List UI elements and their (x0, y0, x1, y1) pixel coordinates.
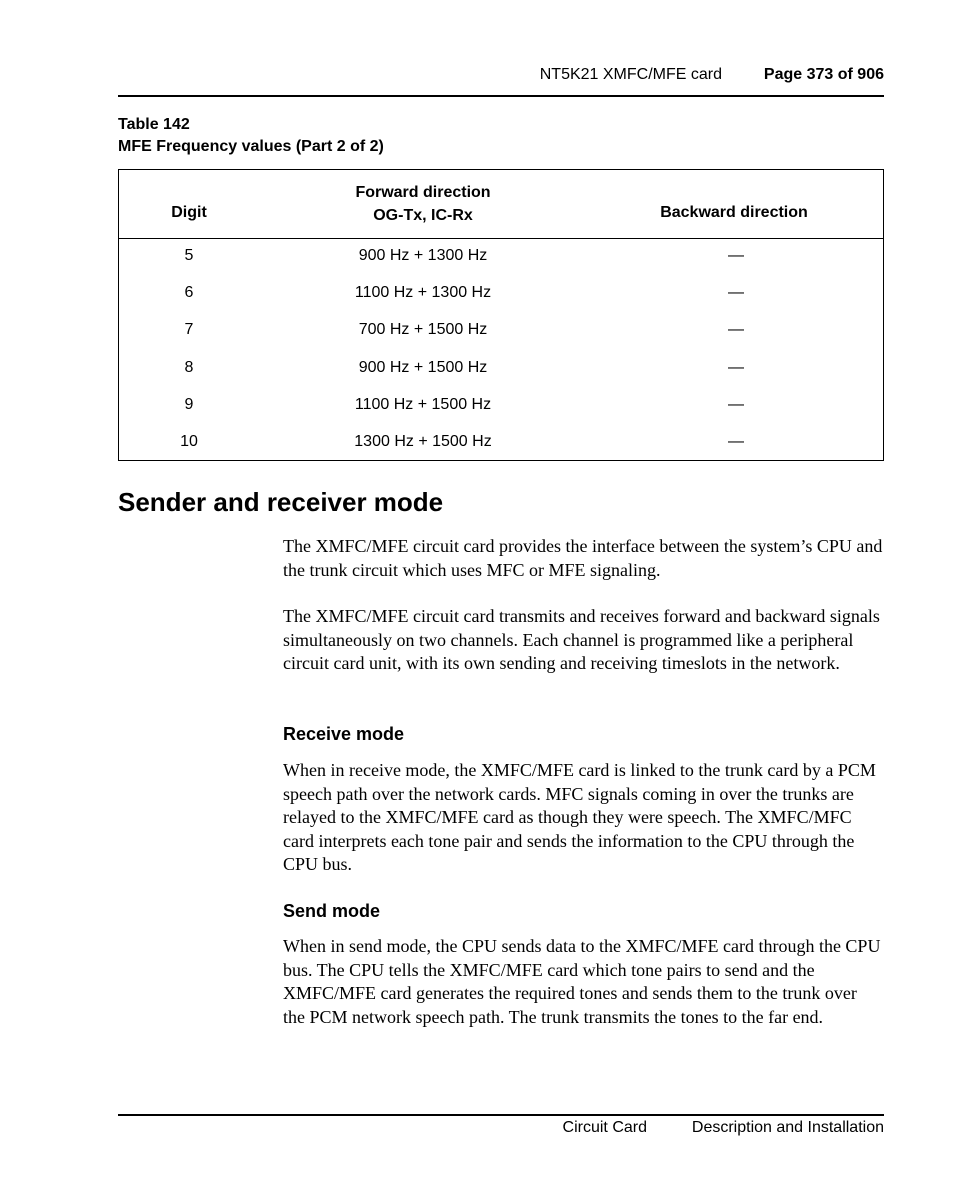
column-header-backward: Backward direction (660, 204, 808, 221)
frequency-table (118, 169, 884, 461)
table-header (119, 170, 883, 239)
table-row (119, 425, 883, 462)
footer-rule (118, 1114, 884, 1116)
cell-backward: — (728, 395, 744, 413)
table-title: MFE Frequency values (Part 2 of 2) (118, 138, 384, 155)
column-header-forward-line2: OG-Tx, IC-Rx (373, 207, 473, 224)
cell-forward: 900 Hz + 1500 Hz (358, 358, 488, 376)
table-caption (118, 114, 384, 158)
subheading-receive-mode: Receive mode (283, 724, 405, 744)
header-rule (118, 95, 884, 97)
column-header-digit: Digit (171, 204, 207, 221)
footer-right: Description and Installation (691, 1119, 884, 1136)
cell-forward: 700 Hz + 1500 Hz (358, 321, 488, 339)
cell-digit: 5 (184, 247, 194, 264)
subheading-send-mode: Send mode (283, 901, 381, 921)
cell-digit: 6 (184, 284, 194, 302)
column-header-forward-line1: Forward direction (355, 184, 491, 201)
page-number: Page 373 of 906 (763, 66, 884, 83)
footer-left: Circuit Card (562, 1119, 647, 1136)
cell-digit: 10 (180, 432, 198, 450)
table-number: Table 142 (118, 116, 190, 133)
cell-digit: 8 (184, 358, 194, 376)
page-header (118, 66, 884, 86)
cell-backward: — (728, 247, 744, 264)
paragraph: The XMFC/MFE circuit card transmits and receives forward and backward signals simultaneously on two channels. Each channel is programmed like a peripheral circuit card unit, with its own sending and receiving timeslots in the network. (283, 606, 880, 674)
table-row (119, 276, 883, 313)
document-title: NT5K21 XMFC/MFE card (539, 66, 722, 83)
table-row (119, 239, 883, 276)
table-row (119, 351, 883, 388)
cell-backward: — (728, 432, 744, 450)
paragraph: When in send mode, the CPU sends data to the XMFC/MFE card through the CPU bus. The CPU tells the XMFC/MFE card which tone pairs to send and the XMFC/MFE card generates the required tones and sends them to the trunk over the PCM network speech path. The trunk transmits the tones to the far end. (283, 936, 881, 1027)
cell-backward: — (728, 321, 744, 339)
section-title: Sender and receiver mode (118, 487, 444, 517)
paragraph: When in receive mode, the XMFC/MFE card is linked to the trunk card by a PCM speech path over the network cards. MFC signals coming in over the trunks are relayed to the XMFC/MFE card as though they were speech. The XMFC/MFC card interprets each tone pair and sends the information to the CPU through the CPU bus. (283, 760, 876, 875)
column-header-forward (303, 181, 543, 227)
cell-digit: 7 (184, 321, 194, 339)
cell-forward: 1100 Hz + 1500 Hz (354, 395, 492, 413)
table-row (119, 388, 883, 425)
cell-backward: — (728, 358, 744, 376)
cell-forward: 1300 Hz + 1500 Hz (354, 432, 492, 450)
table-body (119, 239, 883, 462)
paragraph: The XMFC/MFE circuit card provides the interface between the system’s CPU and the trunk circuit which uses MFC or MFE signaling. (283, 536, 883, 580)
cell-backward: — (728, 284, 744, 302)
cell-forward: 900 Hz + 1300 Hz (358, 247, 488, 264)
cell-digit: 9 (184, 395, 194, 413)
table-row (119, 313, 883, 350)
cell-forward: 1100 Hz + 1300 Hz (354, 284, 492, 302)
